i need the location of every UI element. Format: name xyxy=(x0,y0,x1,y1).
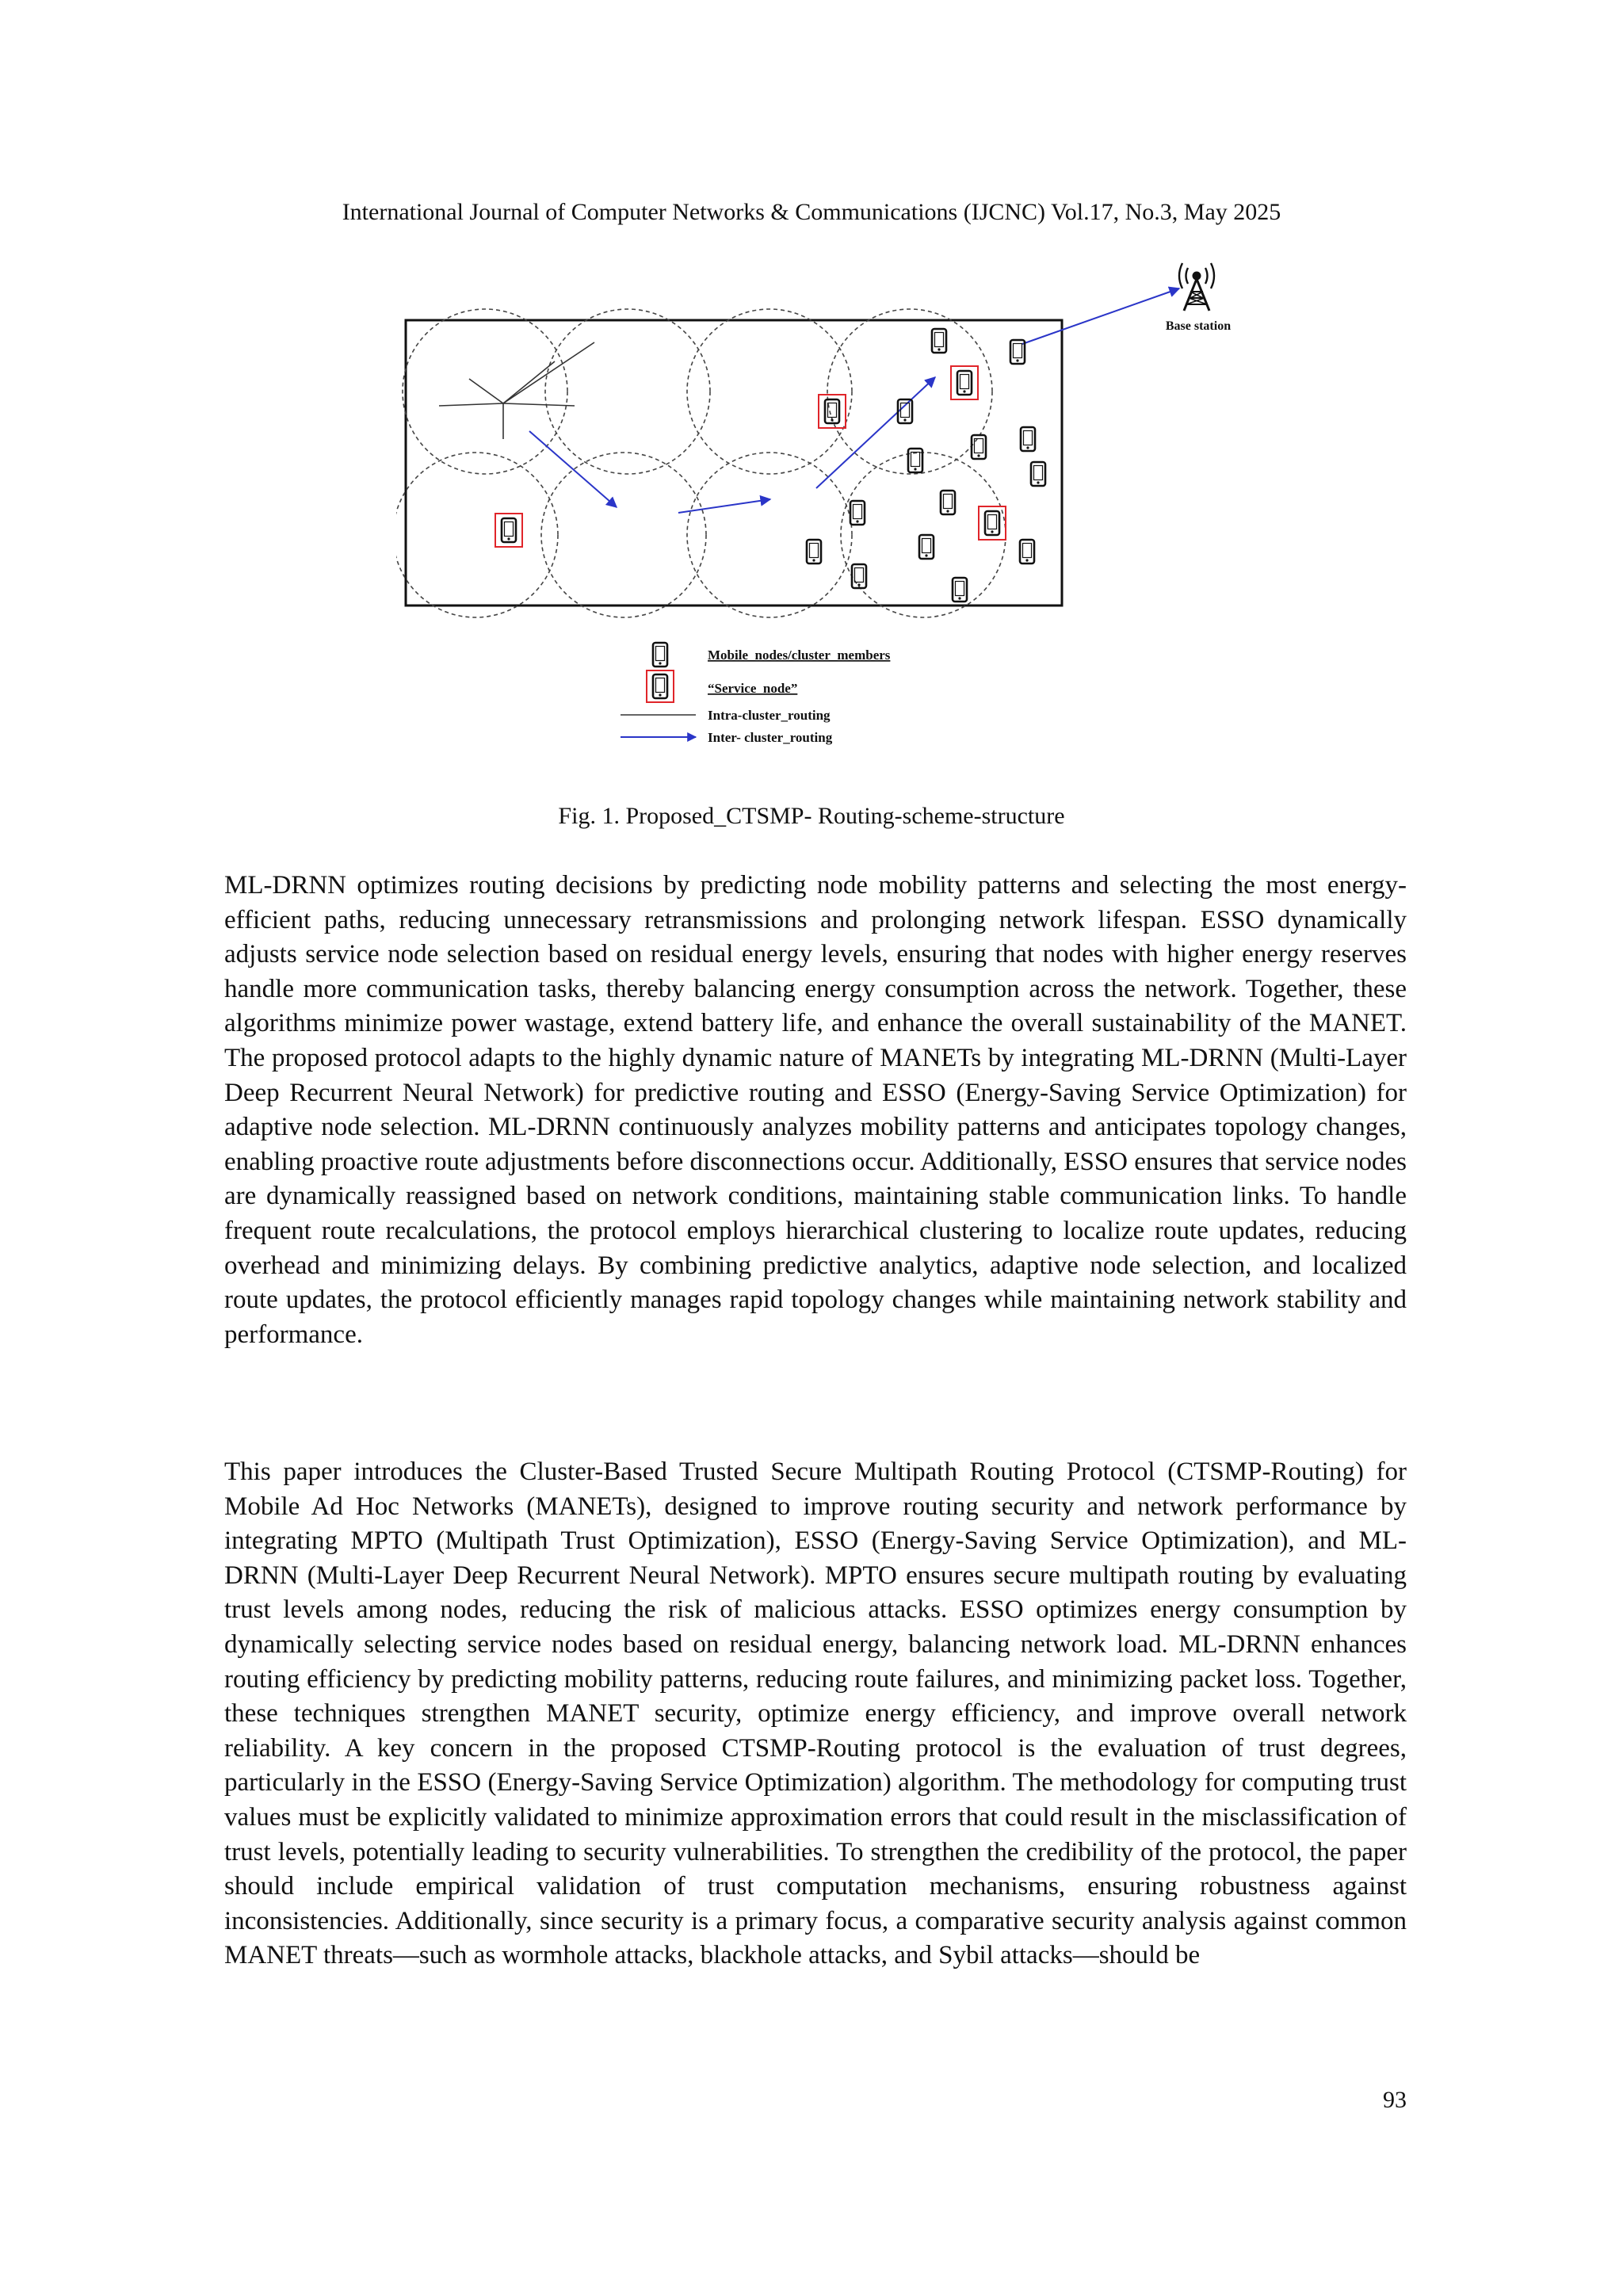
mobile-device-icon xyxy=(957,371,972,395)
base-station-label: Base station xyxy=(1165,319,1232,333)
base-station-tower-icon xyxy=(1179,263,1214,311)
cluster-circle xyxy=(403,309,567,474)
intra-route-line xyxy=(503,342,594,403)
cluster-circles xyxy=(396,309,1006,617)
figure-legend xyxy=(621,643,891,745)
mobile-device-icon xyxy=(972,435,986,459)
figure-caption: Fig. 1. Proposed_CTSMP- Routing-scheme-structure xyxy=(558,803,1065,829)
legend-mobile-nodes: Mobile_nodes/cluster_members xyxy=(708,648,891,663)
mobile-device-icon xyxy=(653,674,667,698)
legend-inter-cluster: Inter- cluster_routing xyxy=(708,730,833,745)
mobile-device-icon xyxy=(898,399,912,423)
mobile-device-icon xyxy=(825,399,839,423)
mobile-device-icon xyxy=(941,491,955,514)
intra-route-line xyxy=(469,379,503,403)
mobile-device-icon xyxy=(1020,540,1034,563)
mobile-device-icon xyxy=(908,449,922,472)
mobile-nodes xyxy=(807,329,1045,602)
mobile-device-icon xyxy=(985,511,999,535)
figure-routing-scheme xyxy=(396,252,1284,775)
intra-cluster-routes xyxy=(439,342,594,439)
body-paragraph-2: This paper introduces the Cluster-Based Trusted Secure Multipath Routing Protocol (CTSMP-Routing) for Mobile Ad Hoc Networks (MANETs), designed to improve routing security and network performance by integrating MPTO (Multipath Trust Optimization), ESSO (Energy-Saving Service Optimization), and ML-DRNN (Multi-Layer Deep Recurrent Neural Network). MPTO ensures secure multipath routing by evaluating trust levels among nodes, reducing the risk of malicious attacks. ESSO optimizes energy consumption by dynamically selecting service nodes based on residual energy, balancing network load. ML-DRNN enhances routing efficiency by predicting mobility patterns, reducing route failures, and minimizing packet loss. Together, these techniques strengthen MANET security, optimize energy efficiency, and improve overall network reliability. A key concern in the proposed CTSMP-Routing protocol is the evaluation of trust degrees, particularly in the ESSO (Energy-Saving Service Optimization) algorithm. The methodology for computing trust values must be explicitly validated to minimize approximation errors that could result in the misclassification of trust levels, potentially leading to security vulnerabilities. To strengthen the credibility of the protocol, the paper should include empirical validation of trust computation mechanisms, ensuring robustness against inconsistencies. Additionally, since security is a primary focus, a comparative security analysis against common MANET threats—such as wormhole attacks, blackhole attacks, and Sybil attacks—should be xyxy=(224,1457,1407,1970)
legend-service-node: “Service_node” xyxy=(708,681,798,696)
page-number: 93 xyxy=(1383,2087,1407,2113)
mobile-device-icon xyxy=(932,329,946,353)
inter-route-arrow xyxy=(1022,288,1179,344)
running-header: International Journal of Computer Networks & Communications (IJCNC) Vol.17, No.3, May 2025 xyxy=(342,199,1281,225)
mobile-device-icon xyxy=(1021,427,1035,451)
service-nodes xyxy=(495,366,1006,547)
cluster-circle xyxy=(541,453,706,617)
mobile-device-icon xyxy=(919,535,934,559)
body-paragraph-1: ML-DRNN optimizes routing decisions by predicting node mobility patterns and selecting the most energy-efficient paths, reducing unnecessary retransmissions and prolonging network lifespan. ESSO dynamically adjusts service node selection based on residual energy levels, ensuring that nodes with higher energy reserves handle more communication tasks, thereby balancing energy consumption across the network. Together, these algorithms minimize power wastage, extend battery life, and enhance the overall sustainability of the MANET. The proposed protocol adapts to the highly dynamic nature of MANETs by integrating ML-DRNN (Multi-Layer Deep Recurrent Neural Network) for predictive routing and ESSO (Energy-Saving Service Optimization) for adaptive node selection. ML-DRNN continuously analyzes mobility patterns and anticipates topology changes, enabling proactive route adjustments before disconnections occur. Additionally, ESSO ensures that service nodes are dynamically reassigned based on network conditions, maintaining stable communication links. To handle frequent route recalculations, the protocol employs hierarchical clustering to localize route updates, reducing overhead and minimizing delays. By combining predictive analytics, adaptive node selection, and localized route updates, the protocol efficiently manages rapid topology changes while maintaining network stability and performance. xyxy=(224,871,1407,1349)
cluster-circle xyxy=(396,453,558,617)
intra-route-line xyxy=(439,403,503,406)
inter-cluster-routes xyxy=(529,288,1179,513)
mobile-device-icon xyxy=(852,564,866,588)
inter-route-arrow xyxy=(529,431,617,507)
mobile-device-icon xyxy=(807,540,821,563)
mobile-device-icon xyxy=(502,518,516,542)
mobile-device-icon xyxy=(1031,462,1045,486)
mobile-device-icon xyxy=(653,643,667,667)
intra-route-line xyxy=(503,361,555,403)
mobile-device-icon xyxy=(850,501,865,525)
legend-intra-cluster: Intra-cluster_routing xyxy=(708,708,831,723)
mobile-device-icon xyxy=(953,578,967,602)
intra-route-line xyxy=(503,403,575,406)
cluster-circle xyxy=(545,309,710,474)
